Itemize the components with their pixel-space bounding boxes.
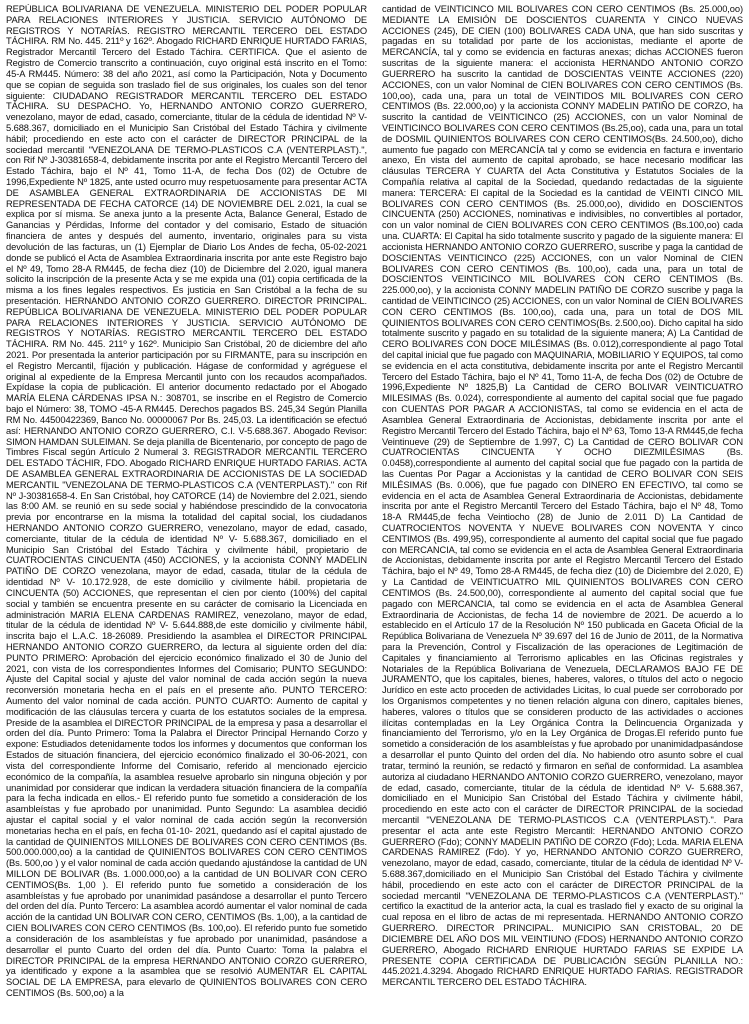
notice-right-column — [382, 4, 743, 1020]
legal-notice-page — [6, 4, 743, 1020]
notice-left-text: REPÚBLICA BOLIVARIANA DE VENEZUELA. MINISTERIO DEL PODER POPULAR PARA RELACIONES INTERIORES Y JUSTICIA. SERVICIO AUTÓNOMO DE REGISTROS Y NOTARÍAS. REGISTRO MERCANTIL TERCERO DEL ESTADO TÁCHIRA. RM No. 445. 211º y 162º. Abogado RICHARD ENRIQUE HURTADO FARIAS, Registrador Mercantil Tercero del Estado Táchira. CERTIFICA. Que el asiento de Registro de Comercio transcrito a continuación, cuyo original está inscrito en el Tomo: 45-A RM445. Número: 38 del año 2021, así como la Participación, Nota y Documento que se copian de seguida son traslado fiel de sus originales, los cuales son del tenor siguiente: CIUDADANO REGISTRADOR MERCANTIL TERCERO DEL ESTADO TÁCHIRA. SU DESPACHO. Yo, HERNANDO ANTONIO CORZO GUERRERO, venezolano, mayor de edad, casado, comerciante, titular de la cédula de identidad Nº V- 5.688.367, domiciliado en el Municipio San Cristóbal del Estado Táchira y civilmente hábil; procediendo en este acto con el carácter de DIRECTOR PRINCIPAL de la sociedad mercantil "VENEZOLANA DE TERMO-PLASTICOS C.A (VENTERPLAST).", con Rif Nº J-30381658-4, debidamente inscrita por ante el Registro Mercantil Tercero del Estado Táchira, bajo el Nº 41, Tomo 11-A, de fecha Dos (02) de Octubre de 1996,Expediente Nº 1825, ante usted ocurro muy respetuosamente para presentar ACTA DE ASAMBLEA GENERAL EXTRAORDINARIA DE ACCIONISTAS DE MI REPRESENTADA DE FECHA CATORCE (14) DE NOVIEMBRE DEL 2.021, la cual se explica por sí misma. Se anexa junto a la presente Acta, Balance General, Estado de Ganancias y Pérdidas, Informe del contador y del comisario, Estado de situación financiera de antes y después del aumento, inventario, originales para su vista devolución de las facturas, un (1) Ejemplar de Diario Los Andes de fecha, 05-02-2021 donde se publicó el Acta de Asamblea Extraordinaria inscrita por ante este Registro bajo el Nº 49, Tomo 28-A RM445, de fecha diez (10) de Diciembre del 2.020, igual manera solicito la inscripción de la presente Acta y se me expida una (01) copia certificada de la misma a los fines legales respectivos. Es justicia en San Cristóbal a la fecha de su presentación. HERNANDO ANTONIO CORZO GUERRERO. DIRECTOR PRINCIPAL. REPÚBLICA BOLIVARIANA DE VENEZUELA. MINISTERIO DEL PODER POPULAR PARA RELACIONES INTERIORES Y JUSTICIA. SERVICIO AUTÓNOMO DE REGISTROS Y NOTARÍAS. REGISTRO MERCANTIL TERCERO DEL ESTADO TÁCHIRA. RM No. 445. 211º y 162º. Municipio San Cristóbal, 20 de diciembre del año 2021. Por presentada la anterior participación por su FIRMANTE, para su inscripción en el Registro Mercantil, fíjación y publicación. Hágase de conformidad y agréguese el original al expediente de la Empresa Mercantil junto con los recaudos acompañados. Expídase la copia de publicación. El anterior documento redactado por el Abogado MARÍA ELENA CÁRDENAS IPSA N.: 308701, se inscribe en el Registro de Comercio bajo el Número: 38, TOMO -45-A RM445. Derechos pagados BS. 245,34 Según Planilla RM No. 44500422369, Banco No. 00000067 Por Bs. 245,03. La identificación se efectuó así: HERNANDO ANTONIO CORZO GUERRERO, C.I. V-5.688.367. Abogado Revisor: SIMON HAMDAN SULEIMAN. Se deja planilla de Bicentenario, por concepto de pago de Timbres Fiscal según Artículo 2 Numeral 3. REGISTRADOR MERCANTIL TERCERO DEL ESTADO TÁCHIR, FDO. Abogado RICHARD ENRIQUE HURTADO FARIAS. ACTA DE ASAMBLEA GENERAL EXTRAORDINARIA DE ACCIONISTAS DE LA SOCIEDAD MERCANTIL "VENEZOLANA DE TERMO-PLASTICOS C.A (VENTERPLAST)." con Rif Nº J-30381658-4. En San Cristóbal, hoy CATORCE (14) de Noviembre del 2.021, siendo las 8:00 AM. se reunió en su sede social y habiéndose prescindido de la convocatoria previa por encontrarse en la misma la totalidad del capital social, los ciudadanos HERNANDO ANTONIO CORZO GUERRERO, venezolano, mayor de edad, casado, comerciante, titular de la cédula de identidad Nº V- 5.688.367, domiciliado en el Municipio San Cristóbal del Estado Táchira y civilmente hábil, propietario de CUATROCIENTAS CINCUENTA (450) ACCIONES, y la accionista CONNY MADELIN PATIÑO DE CORZO venezolana, mayor de edad, casada, titular de la cédula de identidad Nº V- 10.172.928, de este domicilio y civilmente hábil. propietaria de CINCUENTA (50) ACCIONES, que representan el cien por ciento (100%) del capital social y también se encuentra presente en su carácter de comisario la Licenciada en administración MARIA ELENA CARDENAS RAMIREZ, venezolano, mayor de edad, titular de la cédula de identidad Nº V- 5.644.888,de este domicilio y civilmente hábil, inscrita bajo el L.A.C. 18-26089. Presidiendo la asamblea el DIRECTOR PRINCIPAL HERNANDO ANTONIO CORZO GUERRERO, da lectura al siguiente orden del día: PUNTO PRIMERO: Aprobación del ejercicio económico finalizado el 30 de Junio del 2021, con vista de los correspondientes Informes del Comisario; PUNTO SEGUNDO: Ajuste del Capital social y ajuste del valor nominal de cada acción según la nueva reconversión monetaria hecha en el país en el presente año. PUNTO TERCERO: Aumento del valor nominal de cada acción. PUNTO CUARTO: Aumento de capital y modificación de las cláusulas tercera y cuarta de los estatutos sociales de la empresa. Preside de la asamblea el DIRECTOR PRINCIPAL de la empresa y pasa a desarrollar el orden del día. Punto Primero: Toma la Palabra el Director Principal Hernando Corzo y expone: Estudiados detenidamente todos los informes y documentos que conforman los Estados de situación financiera, del ejercicio económico finalizado el 30-06-2021, con vista del correspondiente Informe del Comisario, referido al mencionado ejercicio económico de la compañía, la asamblea resuelve aprobarlo sin ninguna objeción y por unanimidad por considerar que indican la verdadera situación financiera de la compañía para la fecha indicada en ellos.- El referido punto fue sometido a consideración de los asambleístas y fue aprobado por unanimidad. Punto Segundo: La asamblea decidió ajustar el capital social y el valor nominal de cada acción según la reconversión monetarias hecha en el país, en fecha 01-10- 2021, quedando así el capital ajustado de la cantidad de QUINIENTOS MILLONES DE BOLIVARES CON CERO CENTIMOS (Bs. 500.000.000,oo) a la cantidad de QUINIENTOS BOLIVARES CON CERO CENTIMOS (Bs. 500,oo ) y el valor nominal de cada acción quedando ajustándose la cantidad de UN MILLON DE BOLIVAR (Bs. 1.000.000,oo) a la cantidad de UN BOLIVAR CON CERO CENTIMOS(Bs. 1,00 ). El referido punto fue sometido a consideración de los asambleístas y fue aprobado por unanimidad pasándose a desarrollar el punto Tercero del orden del día. Punto Tercero: La asamblea acordó aumentar el valor nominal de cada acción de la cantidad UN BOLIVAR CON CERO, CENTIMOS (Bs. 1,00), a la cantidad de CIEN BOLIVARES CON CERO CENTIMOS (Bs. 100,oo). El referido punto fue sometido a consideración de los asambleístas y fue aprobado por unanimidad, pasándose a desarrollar el punto Cuarto del orden del día. Punto Cuarto: Toma la palabra el DIRECTOR PRINCIPAL de la empresa HERNANDO ANTONIO CORZO GUERRERO, ya identificado y expone a la asamblea que se resolvió AUMENTAR EL CAPITAL SOCIAL DE LA EMPRESA, para elevarlo de QUINIENTOS BOLIVARES CON CERO CENTIMOS (Bs. 500,oo) a la — [6, 4, 367, 998]
notice-right-text: cantidad de VEINTICINCO MIL BOLIVARES CON CERO CENTIMOS (Bs. 25.000,oo) MEDIANTE LA EMISIÓN DE DOSCIENTOS CUARENTA Y CINCO NUEVAS ACCIONES (245), DE CIEN (100) BOLIVARES CADA UNA, que han sido suscritas y pagadas en su totalidad por parte de los accionistas, mediante el aporte de MERCANCÍA, tal y como se evidencia en facturas anexas; dichas ACCIONES fueron suscritas de la siguiente manera: el accionista HERNANDO ANTONIO CORZO GUERRERO ha suscrito la cantidad de DOSCIENTAS VEINTE ACCIONES (220) ACCIONES, con un valor Nominal de CIEN BOLIVARES CON CERO CENTIMOS (Bs. 100,oo), cada una, para un total de VEINTIDOS MIL BOLIVARES CON CERO CENTIMOS (Bs. 22.000,oo) y la accionista CONNY MADELIN PATIÑO DE CORZO, ha suscrito la cantidad de VEINTICINCO (25) ACCIONES, con un valor Nominal de VEINTICINCO BOLIVARES CON CERO CENTIMOS (Bs.25,oo), cada una, para un total de DOSMIL QUINIENTOS BOLIVARES CON CERO CENTIMOS(Bs. 24.500,oo), dicho aumento fue pagado con MERCANCÍA tal y como se evidencia en factura e inventario anexo, En vista del aumento de capital aprobado, se hace necesario modificar las cláusulas TERCERA Y CUARTA del Acta Constitutiva y Estatutos Sociales de la Compañía relativa al capital de la Sociedad, quedando redactadas de la siguiente manera: TERCERA: El capital de la Sociedad es la cantidad de VEINTI CINCO MIL BOLIVARES CON CERO CENTIMOS (Bs. 25.000,oo), dividido en DOSCIENTOS CINCUENTA (250) ACCIONES, nominativas e indivisibles, no convertibles al portador, con un valor nominal de CIEN BOLIVARES CON CERO CENTIMOS (Bs.100,oo) cada una. CUARTA: El Capital ha sido totalmente suscrito y pagado de la siguiente manera: El accionista HERNANDO ANTONIO CORZO GUERRERO, suscribe y paga la cantidad de DOSCIENTAS VEINTICINCO (225) ACCIONES, con un valor Nominal de CIEN BOLIVARES CON CERO CENTIMOS (Bs. 100,oo), cada una, para un total de DOSCIENTOS VEINTICINCO MIL BOLIVARES CON CERO CENTIMOS (Bs. 225.000,oo), y la accionista CONNY MADELIN PATIÑO DE CORZO suscribe y paga la cantidad de VEINTICINCO (25) ACCIONES, con un valor Nominal de CIEN BOLIVARES CON CERO CENTIMOS (Bs. 100,oo), cada una, para un total de DOS MIL QUINIENTOS BOLIVARES CON CERO CENTIMOS(Bs. 2.500,oo). Dicho capital ha sido totalmente suscrito y pagado en su totalidad de la siguiente manera; A) La Cantidad de CERO BOLIVARES CON DOCE MILÉSIMAS (Bs. 0.012),correspondiente al pago Total del capital inicial que fue pagado con MAQUINARIA, MOBILIARIO Y EQUIPOS, tal como se evidencia en el acta constitutiva, debidamente inscrita por ante el Registro Mercantil Tercero del Estado Táchira, bajo el Nº 41, Tomo 11-A, de fecha Dos (02) de Octubre de 1996,Expediente Nº 1825,B) La Cantidad de CERO BOLIVAR VEINTICUATRO MILESIMAS (Bs. 0.024), correspondiente al aumento del capital social que fue pagado con CUENTAS POR PAGAR A ACCIONISTAS, tal como se evidencia en el acta de Asamblea General Extraordinaria de Accionistas, debidamente inscrita por ante el Registro Mercantil Tercero del Estado Táchira, bajo el Nº 63, Tomo 13-A RM445,de fecha Veintinueve (29) de Septiembre de 1.997, C) La Cantidad de CERO BOLIVAR CON CUATROCIENTAS CINCUENTA Y OCHO DIEZMILÉSIMAS (Bs. 0.0458),correspondiente al aumento del capital social que fue pagado con la partida de las Cuentas Por Pagar a Accionistas y la cantidad de CERO BOLIVAR CON SEIS MILÉSIMAS (Bs. 0.006), que fue pagado con DINERO EN EFECTIVO, tal como se evidencia en el acta de Asamblea General Extraordinaria de Accionistas, debidamente inscrita por ante el Registro Mercantil Tercero del Estado Táchira, bajo el Nº 48, Tomo 18-A RM445,de fecha Veintiocho (28) de Junio de 2.011 D) La Cantidad de CUATROCIENTOS NOVENTA Y NUEVE BOLIVARES CON NOVENTA Y cinco CENTIMOS (Bs. 499,95), correspondiente al aumento del capital social que fue pagado con MERCANCIA, tal como se evidencia en el acta de Asamblea General Extraordinaria de Accionistas, debidamente inscrita por ante el Registro Mercantil Tercero del Estado Táchira, bajo el Nº 49, Tomo 28-A RM445, de fecha diez (10) de Diciembre del 2.020, E) y La Cantidad de VEINTICUATRO MIL QUINIENTOS BOLIVARES CON CERO CENTIMOS (Bs. 24.500,00), correspondiente al aumento del capital social que fue pagado con MERCANCIA, tal como se evidencia en el acta de Asamblea General Extraordinaria de Accionistas, de fecha 14 de noviembre de 2021. De acuerdo a lo establecido en el Artículo 17 de la Resolución Nº 150 publicada en Gaceta Oficial de la República Bolivariana de Venezuela Nº 39.697 del 16 de Junio de 2011, de la Normativa para la Prevención, Control y Fiscalización de las operaciones de Legitimación de Capitales y financiamiento al Terrorismo aplicables en las Oficinas registrales y Notariales de la República Bolivariana de Venezuela, DECLARAMOS BAJO FE DE JURAMENTO, que los capitales, bienes, haberes, valores, o títulos del acto o negocio Jurídico en este acto proceden de actividades Licitas, lo cual puede ser corroborado por los Organismos competentes y no tienen relación alguna con dinero, capitales bienes, haberes, valores o títulos que se consideren producto de las actividades o acciones ilícitas contempladas en la Ley Orgánica Contra la Delincuencia Organizada y financiamiento del Terrorismo, y/o en la Ley Orgánica de Drogas.El referido punto fue sometido a consideración de los asambleístas y fue aprobado por unanimidadpasándose a desarrollar el punto Quinto del orden del día. No habiendo otro asunto sobre el cual tratar, terminó la reunión, se redactó y firmaron en señal de conformidad. La asamblea autoriza al ciudadano HERNANDO ANTONIO CORZO GUERRERO, venezolano, mayor de edad, casado, comerciante, titular de la cédula de identidad Nº V- 5.688.367, domiciliado en el Municipio San Cristóbal del Estado Táchira y civilmente hábil, procediendo en este acto con el carácter de DIRECTOR PRINCIPAL de la sociedad mercantil "VENEZOLANA DE TERMO-PLASTICOS C.A (VENTERPLAST).". Para presentar el acta ante este Registro Mercantil: HERNANDO ANTONIO CORZO GUERRERO (Fdo); CONNY MADELIN PATIÑO DE CORZO (Fdo); Lcda. MARIA ELENA CARDENAS RAMIREZ (Fdo). Y yo, HERNANDO ANTONIO CORZO GUERRERO, venezolano, mayor de edad, casado, comerciante, titular de la cédula de identidad Nº V- 5.688.367,domiciliado en el Municipio San Cristóbal del Estado Táchira y civilmente hábil, procediendo en este acto con el carácter de DIRECTOR PRINCIPAL de la sociedad mercantil "VENEZOLANA DE TERMO-PLASTICOS C.A (VENTERPLAST)." certifico la exactitud de la anterior acta, la cual es traslado fiel y exacto de su original la cual reposa en el libro de actas de mi representada. HERNANDO ANTONIO CORZO GUERRERO. DIRECTOR PRINCIPAL. MUNICIPIO SAN CRISTOBAL, 20 DE DICIEMBRE DEL AÑO DOS MIL VEINTIUNO (FDOS) HERNANDO ANTONIO CORZO GUERRERO, Abogado RICHARD ENRIQUE HURTADO FARIAS SE EXPIDE LA PRESENTE COPIA CERTIFICADA DE PUBLICACIÓN SEGÚN PLANILLA NO.: 445.2021.4.3294. Abogado RICHARD ENRIQUE HURTADO FARIAS. REGISTRADOR MERCANTIL TERCERO DEL ESTADO TÁCHIRA. — [382, 4, 743, 988]
notice-left-column — [6, 4, 367, 1020]
